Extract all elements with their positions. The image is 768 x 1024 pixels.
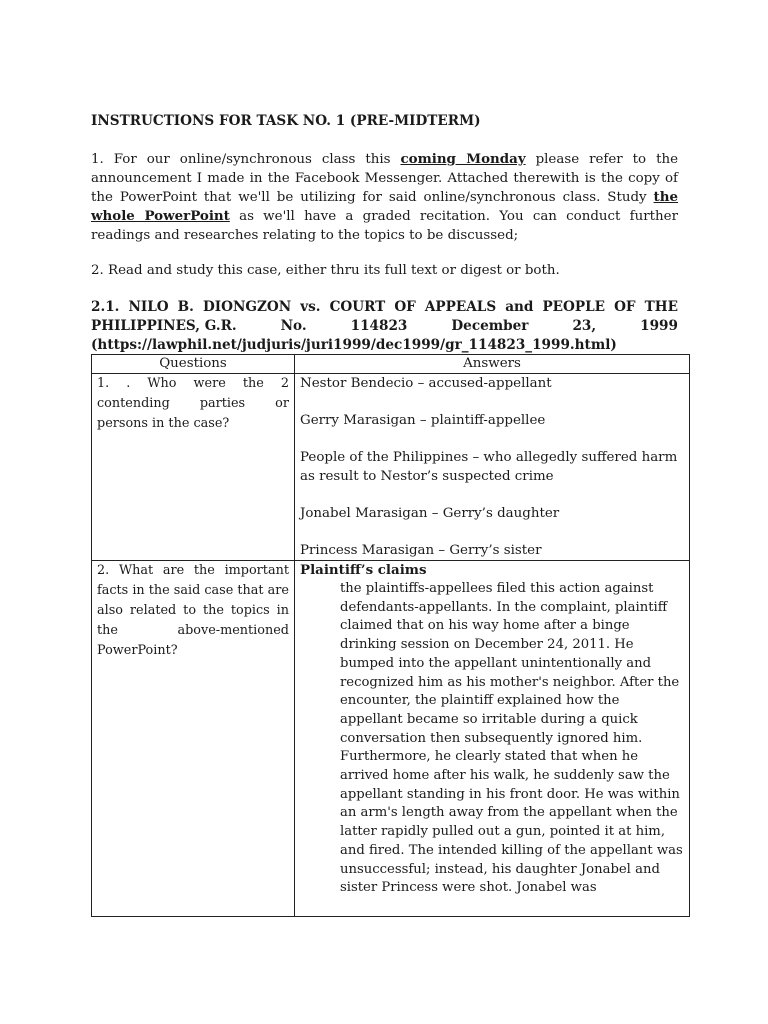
q-word: said [173, 583, 201, 598]
qa-table [91, 354, 690, 917]
question-line [97, 374, 289, 394]
case-word: DIONGZON [202, 299, 292, 315]
answers-header: Answers [295, 355, 690, 374]
q-word: Who [147, 376, 177, 391]
answer-line: Gerry Marasigan – plaintiff-appellee [300, 413, 546, 428]
question-2-cell [92, 561, 295, 917]
case-word: THE [644, 299, 678, 315]
q-word: topics [230, 603, 270, 618]
q-word: important [224, 563, 289, 578]
case-word: OF [614, 299, 636, 315]
case-url: (https://lawphil.net/judjuris/juri1999/dec1999/gr_114823_1999.html) [91, 337, 617, 353]
case-line-1 [91, 298, 678, 317]
question-1-cell [92, 374, 295, 561]
case-word: APPEALS [424, 299, 497, 315]
case-word: 1999 [640, 318, 678, 334]
answer-line: Jonabel Marasigan – Gerry’s daughter [300, 506, 560, 521]
item1-text-c: as we'll have a graded recitation. You can conduct further readings and researches relating to the topics to be discussed; [91, 209, 678, 243]
whole-powerpoint-emphasis: the whole PowerPoint [91, 189, 678, 224]
question-line [97, 581, 289, 601]
q-word: were [193, 376, 226, 391]
question-line [97, 561, 289, 581]
q-word: the [97, 623, 118, 638]
item1-text-a: 1. For our online/synchronous class this [91, 152, 401, 167]
q-word: 2 [280, 376, 289, 391]
case-word: 2.1. [91, 299, 120, 315]
plaintiff-claims-title: Plaintiff’s claims [300, 562, 427, 578]
plaintiff-claims-text: the plaintiffs-appellees filed this action against defendants-appellants. In the complaint, plaintiff claimed that on his way home after a binge drinking session on December 24, 2011. He bumped into the appellant unintentionally and recognized him as his mother's neighbor. After the encounter, the plaintiff explained how the appellant became so irritable during a quick conversation then subsequently ignored him. Furthermore, he clearly stated that when he arrived home after his walk, he suddenly saw the appellant standing in his front door. He was within an arm's length away from the appellant when the latter rapidly pulled out a gun, pointed it at him, and fired. The intended killing of the appellant was unsuccessful; instead, his daughter Jonabel and sister Princess were shot. Jonabel was [340, 581, 683, 896]
q-word: related [129, 603, 177, 618]
q-word: 1. [97, 376, 110, 391]
q-word: What [118, 563, 154, 578]
question-line: PowerPoint? [97, 643, 178, 658]
table-header-row [92, 355, 690, 374]
answer-2-cell [295, 561, 690, 917]
case-word: 23, [572, 318, 597, 334]
q-word: . [126, 376, 131, 391]
case-line-2 [91, 317, 678, 336]
case-word: 114823 [350, 318, 408, 334]
q-word: the [202, 603, 224, 618]
table-row [92, 374, 690, 561]
q-word: the [193, 563, 215, 578]
item1-text-b: please refer to the announcement I made in the Facebook Messenger. Attached therewith is the copy of the PowerPoint that we'll be utilizing for said online/synchronous class. Study [91, 152, 678, 205]
q-word: the [148, 583, 170, 598]
case-citation [91, 298, 678, 355]
case-word: December [451, 318, 529, 334]
case-word: NILO [128, 299, 169, 315]
case-word: PEOPLE [542, 299, 606, 315]
q-word: parties [199, 396, 246, 411]
case-word: OF [394, 299, 416, 315]
q-word: to [183, 603, 197, 618]
coming-monday-emphasis: coming Monday [400, 151, 526, 167]
question-line [97, 601, 289, 621]
q-word: contending [97, 396, 170, 411]
answer-line: People of the Philippines – who allegedly suffered harm as result to Nestor’s suspected crime [300, 450, 678, 484]
task-heading: INSTRUCTIONS FOR TASK NO. 1 (PRE-MIDTERM) [91, 113, 481, 129]
case-word: PHILIPPINES, G.R. [91, 318, 237, 334]
answer-1-cell [295, 374, 690, 561]
q-word: also [97, 603, 123, 618]
q-word: above-mentioned [177, 623, 289, 638]
q-word: in [132, 583, 145, 598]
question-line [97, 621, 289, 641]
case-word: B. [177, 299, 194, 315]
table-row [92, 561, 690, 917]
case-word: and [505, 299, 534, 315]
q-word: 2. [97, 563, 110, 578]
q-word: the [242, 376, 264, 391]
q-word: case [204, 583, 234, 598]
questions-header: Questions [92, 355, 295, 374]
q-word: facts [97, 583, 129, 598]
instruction-item-2: 2. Read and study this case, either thru its full text or digest or both. [91, 263, 560, 278]
instruction-item-1 [91, 150, 678, 245]
answer-line: Nestor Bendecio – accused-appellant [300, 376, 552, 391]
q-word: in [276, 603, 289, 618]
question-line [97, 394, 289, 414]
q-word: are [267, 583, 289, 598]
case-word: vs. [300, 299, 321, 315]
q-word: or [275, 396, 289, 411]
q-word: are [162, 563, 185, 578]
case-word: COURT [329, 299, 386, 315]
case-word: No. [280, 318, 307, 334]
answer-line: Princess Marasigan – Gerry’s sister [300, 543, 542, 558]
q-word: that [237, 583, 264, 598]
question-line: persons in the case? [97, 416, 230, 431]
